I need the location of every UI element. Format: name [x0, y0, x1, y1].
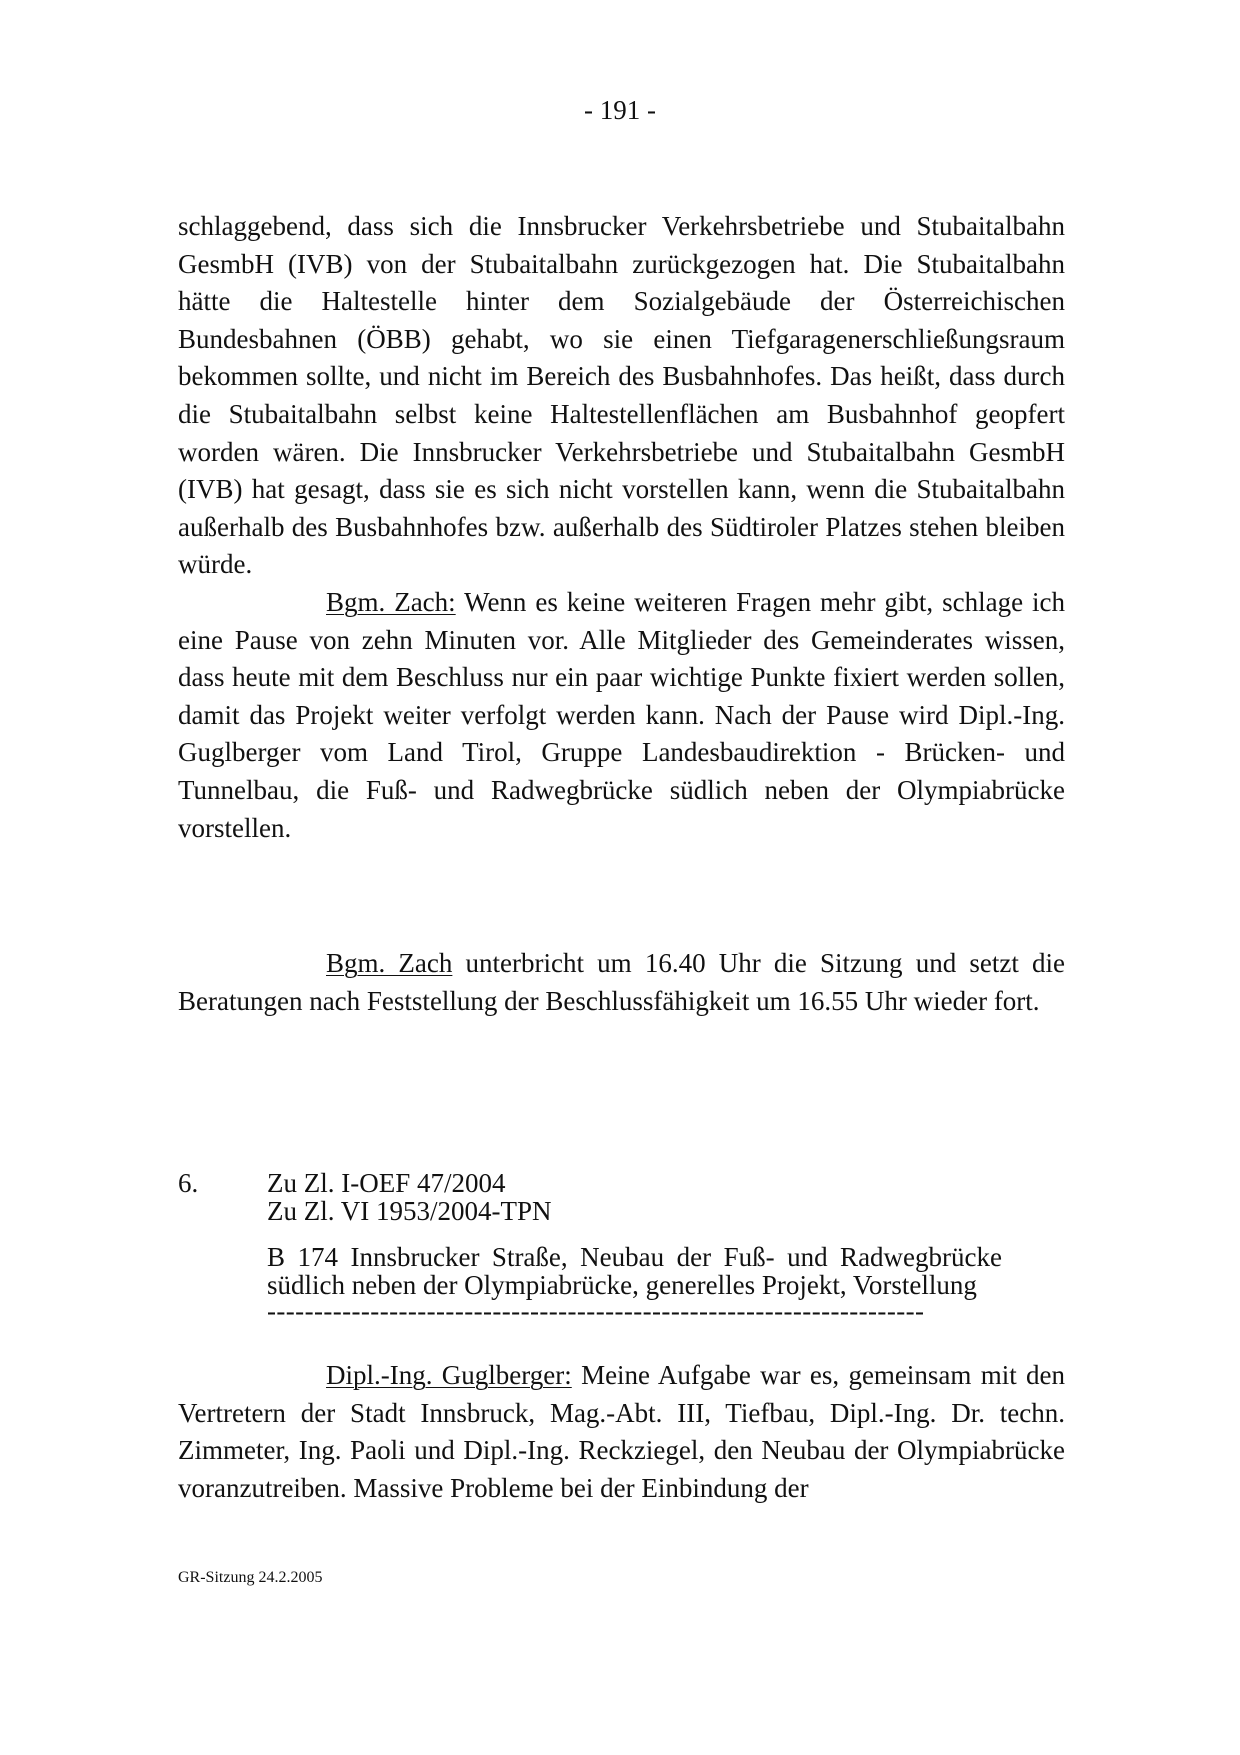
speaker-name: Bgm. Zach:: [326, 587, 456, 617]
page-number: - 191 -: [584, 95, 656, 125]
agenda-body: [267, 1168, 1002, 1326]
agenda-number: 6.: [178, 1168, 199, 1198]
paragraph-text: schlaggebend, dass sich die Innsbrucker Verkehrsbetriebe und Stubaitalbahn GesmbH (IVB) von der Stubaitalbahn zurückgezogen hat. Die Stubaitalbahn hätte die Haltestelle hinter dem Sozialgebäude der Österreichischen Bundesbahnen (ÖBB) gehabt, wo sie einen Tiefgaragenerschließungsraum bekommen sollte, und nicht im Bereich des Busbahnhofes. Das heißt, dass durch die Stubaitalbahn selbst keine Haltestellenflächen am Busbahnhof geopfert worden wären. Die Innsbrucker Verkehrsbetriebe und Stubaitalbahn GesmbH (IVB) hat gesagt, dass sie es sich nicht vorstellen kann, wenn die Stubaitalbahn außerhalb des Busbahnhofes bzw. außerhalb des Südtiroler Platzes stehen bleiben würde.: [178, 211, 1065, 580]
page-footer: GR-Sitzung 24.2.2005: [178, 1569, 323, 1586]
agenda-subject: B 174 Innsbrucker Straße, Neubau der Fuß- und Radwegbrücke südlich neben der Olympiabrücke, generelles Projekt, Vorstellung: [267, 1242, 1002, 1300]
speaker-name: Bgm. Zach: [326, 948, 453, 978]
reference-number-2: Zu Zl. VI 1953/2004-TPN: [267, 1196, 552, 1226]
reference-number-1: Zu Zl. I-OEF 47/2004: [267, 1168, 506, 1198]
separator-rule: ----------------------------------------------------------------------: [267, 1296, 925, 1326]
paragraph-text: Meine Aufgabe war es, gemeinsam mit den Vertretern der Stadt Innsbruck, Mag.-Abt. III, Tiefbau, Dipl.-Ing. Dr. techn. Zimmeter, Ing. Paoli und Dipl.-Ing. Reckziegel, den Neubau der Olympiabrücke voranzutreiben. Massive Probleme bei der Einbindung der: [178, 1360, 1065, 1503]
body-paragraph-3: [178, 945, 1065, 1020]
paragraph-text: unterbricht um 16.40 Uhr die Sitzung und setzt die Beratungen nach Feststellung der Beschlussfähigkeit um 16.55 Uhr wieder fort.: [178, 948, 1065, 1016]
body-paragraph-1: [178, 208, 1065, 584]
body-paragraph-2: [178, 584, 1065, 847]
speaker-name: Dipl.-Ing. Guglberger:: [326, 1360, 572, 1390]
body-paragraph-4: [178, 1357, 1065, 1507]
paragraph-text: Wenn es keine weiteren Fragen mehr gibt, schlage ich eine Pause von zehn Minuten vor. Alle Mitglieder des Gemeinderates wissen, dass heute mit dem Beschluss nur ein paar wichtige Punkte fixiert werden sollen, damit das Projekt weiter verfolgt werden kann. Nach der Pause wird Dipl.-Ing. Guglberger vom Land Tirol, Gruppe Landesbaudirektion - Brücken- und Tunnelbau, die Fuß- und Radwegbrücke südlich neben der Olympiabrücke vorstellen.: [178, 587, 1065, 843]
